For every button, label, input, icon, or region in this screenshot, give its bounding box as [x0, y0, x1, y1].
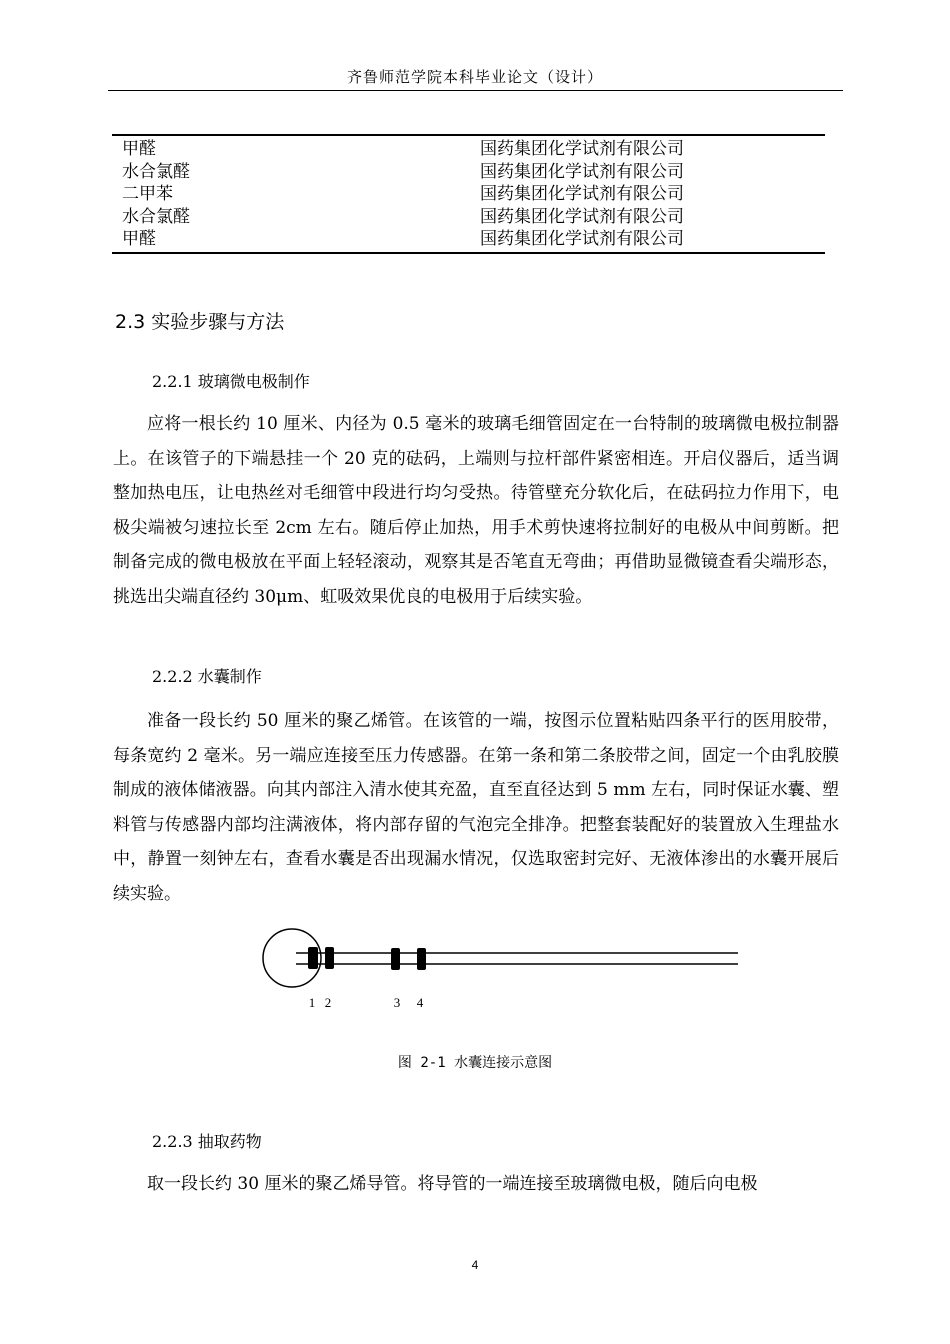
reagent-supplier: 国药集团化学试剂有限公司 — [480, 184, 684, 204]
subsection-title-water-sac: 2.2.2 水囊制作 — [152, 667, 262, 686]
paragraph-water-sac: 准备一段长约 50 厘米的聚乙烯管。在该管的一端，按图示位置粘贴四条平行的医用胶带，每条宽约 2 毫米。另一端应连接至压力传感器。在第一条和第二条胶带之间，固定一个由乳胶膜制成的液体储液器。向其内部注入清水使其充盈，直至直径达到 5 mm 左右，同时保证水囊、塑料管与传感器内部均注满液体，将内部存留的气泡完全排净。把整套装配好的装置放入生理盐水中，静置一刻钟左右，查看水囊是否出现漏水情况，仅选取密封完好、无液体渗出的水囊开展后续实验。 — [113, 711, 839, 904]
tape-band-1 — [308, 947, 318, 969]
reagent-name: 水合氯醛 — [122, 206, 190, 227]
page-number: 4 — [471, 1258, 479, 1272]
reagent-supplier: 国药集团化学试剂有限公司 — [480, 139, 684, 159]
figure-caption: 图 2-1 水囊连接示意图 — [397, 1055, 553, 1071]
subsection-title-drug-extraction: 2.2.3 抽取药物 — [152, 1132, 262, 1151]
reagent-name: 二甲苯 — [122, 184, 173, 204]
table-row — [112, 161, 825, 184]
table-row — [112, 228, 825, 251]
band-label-1: 1 — [308, 995, 316, 1010]
paragraph-drug-extraction: 取一段长约 30 厘米的聚乙烯导管。将导管的一端连接至玻璃微电极，随后向电极 — [147, 1174, 758, 1194]
band-label-3: 3 — [393, 995, 401, 1010]
table-row — [112, 206, 825, 229]
tape-band-4 — [417, 948, 426, 970]
reagent-supplier: 国药集团化学试剂有限公司 — [480, 229, 684, 249]
reagent-name: 甲醛 — [122, 139, 156, 159]
reagent-name: 甲醛 — [122, 229, 156, 249]
reagent-name: 水合氯醛 — [122, 161, 190, 182]
band-label-2: 2 — [324, 995, 332, 1010]
paragraph-electrode: 应将一根长约 10 厘米、内径为 0.5 毫米的玻璃毛细管固定在一台特制的玻璃微电极拉制器上。在该管子的下端悬挂一个 20 克的砝码，上端则与拉杆部件紧密相连。开启仪器后，适当调整加热电压，让电热丝对毛细管中段进行均匀受热。待管壁充分软化后，在砝码拉力作用下，电极尖端被匀速拉长至 2cm 左右。随后停止加热，用手术剪快速将拉制好的电极从中间剪断。把制备完成的微电极放在平面上轻轻滚动，观察其是否笔直无弯曲；再借助显微镜查看尖端形态，挑选出尖端直径约 30μm、虹吸效果优良的电极用于后续实验。 — [113, 414, 839, 607]
band-label-4: 4 — [416, 995, 424, 1010]
reagent-supplier: 国药集团化学试剂有限公司 — [480, 206, 684, 227]
tape-band-2 — [325, 947, 334, 969]
table-row — [112, 138, 825, 161]
subsection-title-electrode: 2.2.1 玻璃微电极制作 — [152, 372, 310, 391]
header-rule — [108, 90, 843, 91]
water-sac-diagram — [258, 926, 748, 1016]
table-row — [112, 183, 825, 206]
reagent-supplier: 国药集团化学试剂有限公司 — [480, 161, 684, 182]
section-title: 2.3 实验步骤与方法 — [115, 311, 285, 333]
tape-band-3 — [391, 948, 400, 970]
reagent-table — [112, 134, 825, 254]
running-header: 齐鲁师范学院本科毕业论文（设计） — [346, 68, 603, 86]
